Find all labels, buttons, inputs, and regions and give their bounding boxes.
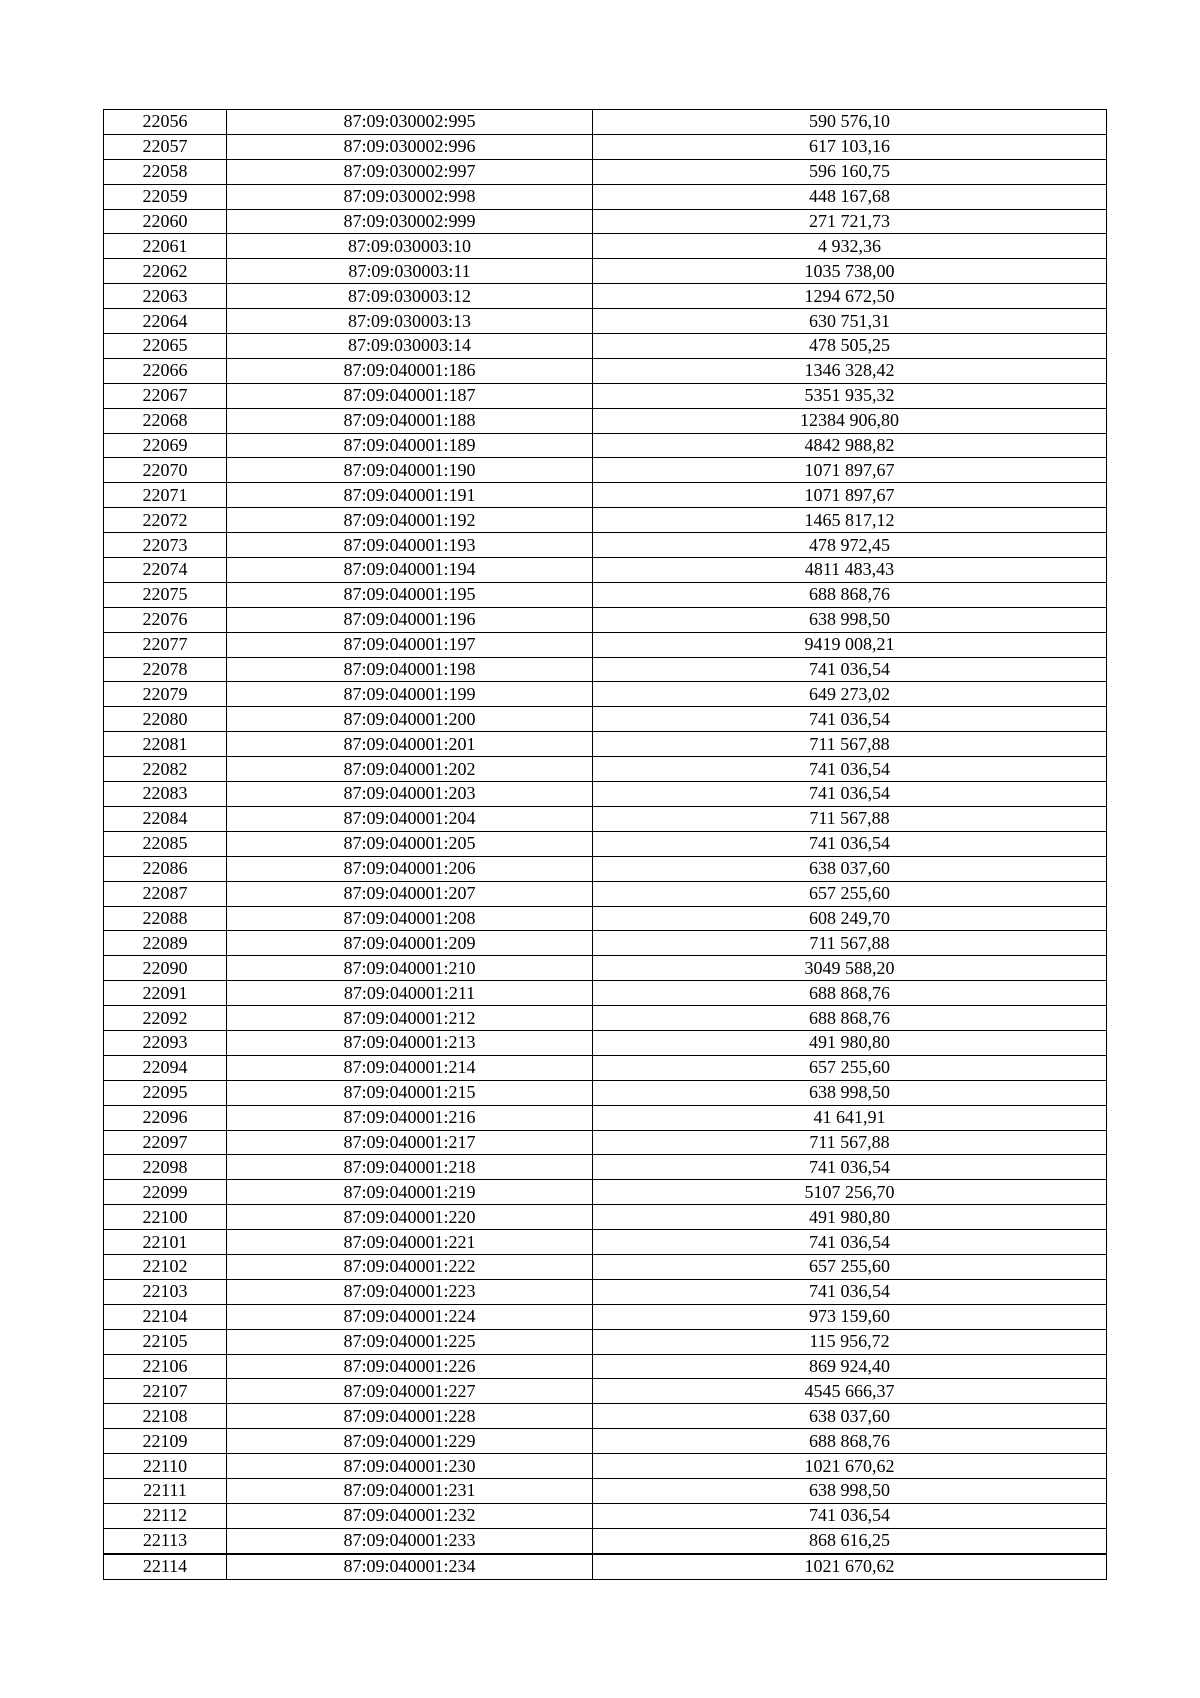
table-row bbox=[104, 981, 1107, 1006]
table-row bbox=[104, 1180, 1107, 1205]
row-number-cell: 22112 bbox=[104, 1503, 227, 1528]
table-row bbox=[104, 209, 1107, 234]
cadastral-value-cell: 4545 666,37 bbox=[593, 1379, 1107, 1404]
cadastral-number-cell: 87:09:040001:225 bbox=[227, 1329, 593, 1354]
cadastral-value-cell: 4811 483,43 bbox=[593, 558, 1107, 583]
cadastral-value-cell: 638 037,60 bbox=[593, 1404, 1107, 1429]
cadastral-number-cell: 87:09:040001:230 bbox=[227, 1454, 593, 1479]
cadastral-value-cell: 711 567,88 bbox=[593, 732, 1107, 757]
cadastral-value-table bbox=[103, 109, 1107, 1580]
table-row bbox=[104, 1254, 1107, 1279]
table-body bbox=[104, 110, 1107, 1580]
row-number-cell: 22083 bbox=[104, 782, 227, 807]
cadastral-number-cell: 87:09:040001:192 bbox=[227, 508, 593, 533]
cadastral-number-cell: 87:09:040001:215 bbox=[227, 1080, 593, 1105]
cadastral-value-cell: 711 567,88 bbox=[593, 931, 1107, 956]
table-row bbox=[104, 657, 1107, 682]
row-number-cell: 22062 bbox=[104, 259, 227, 284]
table-row bbox=[104, 234, 1107, 259]
cadastral-value-cell: 1071 897,67 bbox=[593, 458, 1107, 483]
table-row bbox=[104, 856, 1107, 881]
table-row bbox=[104, 458, 1107, 483]
cadastral-value-cell: 711 567,88 bbox=[593, 1130, 1107, 1155]
row-number-cell: 22109 bbox=[104, 1429, 227, 1454]
row-number-cell: 22111 bbox=[104, 1478, 227, 1503]
cadastral-number-cell: 87:09:040001:227 bbox=[227, 1379, 593, 1404]
cadastral-value-cell: 741 036,54 bbox=[593, 1230, 1107, 1255]
cadastral-number-cell: 87:09:040001:222 bbox=[227, 1254, 593, 1279]
row-number-cell: 22064 bbox=[104, 309, 227, 334]
table-row bbox=[104, 184, 1107, 209]
table-row bbox=[104, 1478, 1107, 1503]
cadastral-value-cell: 115 956,72 bbox=[593, 1329, 1107, 1354]
cadastral-number-cell: 87:09:040001:211 bbox=[227, 981, 593, 1006]
cadastral-number-cell: 87:09:040001:220 bbox=[227, 1205, 593, 1230]
cadastral-number-cell: 87:09:030003:11 bbox=[227, 259, 593, 284]
row-number-cell: 22093 bbox=[104, 1030, 227, 1055]
cadastral-value-cell: 638 998,50 bbox=[593, 607, 1107, 632]
row-number-cell: 22074 bbox=[104, 558, 227, 583]
cadastral-number-cell: 87:09:040001:226 bbox=[227, 1354, 593, 1379]
row-number-cell: 22075 bbox=[104, 582, 227, 607]
row-number-cell: 22078 bbox=[104, 657, 227, 682]
cadastral-number-cell: 87:09:040001:232 bbox=[227, 1503, 593, 1528]
cadastral-number-cell: 87:09:040001:204 bbox=[227, 806, 593, 831]
row-number-cell: 22067 bbox=[104, 383, 227, 408]
table-row bbox=[104, 433, 1107, 458]
table-row bbox=[104, 558, 1107, 583]
cadastral-number-cell: 87:09:040001:199 bbox=[227, 682, 593, 707]
row-number-cell: 22069 bbox=[104, 433, 227, 458]
cadastral-number-cell: 87:09:040001:231 bbox=[227, 1478, 593, 1503]
cadastral-value-cell: 271 721,73 bbox=[593, 209, 1107, 234]
row-number-cell: 22088 bbox=[104, 906, 227, 931]
cadastral-number-cell: 87:09:040001:210 bbox=[227, 956, 593, 981]
cadastral-value-cell: 638 998,50 bbox=[593, 1080, 1107, 1105]
row-number-cell: 22089 bbox=[104, 931, 227, 956]
cadastral-value-cell: 596 160,75 bbox=[593, 159, 1107, 184]
cadastral-value-cell: 657 255,60 bbox=[593, 1055, 1107, 1080]
row-number-cell: 22095 bbox=[104, 1080, 227, 1105]
cadastral-number-cell: 87:09:030002:999 bbox=[227, 209, 593, 234]
cadastral-value-cell: 1465 817,12 bbox=[593, 508, 1107, 533]
table-row bbox=[104, 881, 1107, 906]
table-row bbox=[104, 582, 1107, 607]
table-row bbox=[104, 1503, 1107, 1528]
cadastral-number-cell: 87:09:030002:995 bbox=[227, 110, 593, 135]
row-number-cell: 22071 bbox=[104, 483, 227, 508]
cadastral-number-cell: 87:09:040001:191 bbox=[227, 483, 593, 508]
row-number-cell: 22104 bbox=[104, 1304, 227, 1329]
cadastral-number-cell: 87:09:040001:203 bbox=[227, 782, 593, 807]
row-number-cell: 22090 bbox=[104, 956, 227, 981]
table-row bbox=[104, 1155, 1107, 1180]
row-number-cell: 22086 bbox=[104, 856, 227, 881]
cadastral-value-cell: 448 167,68 bbox=[593, 184, 1107, 209]
cadastral-value-cell: 688 868,76 bbox=[593, 1429, 1107, 1454]
cadastral-value-cell: 649 273,02 bbox=[593, 682, 1107, 707]
cadastral-number-cell: 87:09:040001:221 bbox=[227, 1230, 593, 1255]
table-row bbox=[104, 682, 1107, 707]
table-row bbox=[104, 483, 1107, 508]
cadastral-number-cell: 87:09:040001:201 bbox=[227, 732, 593, 757]
row-number-cell: 22094 bbox=[104, 1055, 227, 1080]
cadastral-value-cell: 5107 256,70 bbox=[593, 1180, 1107, 1205]
row-number-cell: 22084 bbox=[104, 806, 227, 831]
cadastral-value-cell: 868 616,25 bbox=[593, 1528, 1107, 1553]
row-number-cell: 22108 bbox=[104, 1404, 227, 1429]
row-number-cell: 22091 bbox=[104, 981, 227, 1006]
cadastral-value-cell: 630 751,31 bbox=[593, 309, 1107, 334]
cadastral-value-cell: 1021 670,62 bbox=[593, 1454, 1107, 1479]
cadastral-value-cell: 638 037,60 bbox=[593, 856, 1107, 881]
row-number-cell: 22081 bbox=[104, 732, 227, 757]
row-number-cell: 22087 bbox=[104, 881, 227, 906]
row-number-cell: 22063 bbox=[104, 284, 227, 309]
cadastral-number-cell: 87:09:040001:214 bbox=[227, 1055, 593, 1080]
table-row bbox=[104, 334, 1107, 359]
row-number-cell: 22065 bbox=[104, 334, 227, 359]
cadastral-value-cell: 1346 328,42 bbox=[593, 358, 1107, 383]
row-number-cell: 22058 bbox=[104, 159, 227, 184]
cadastral-value-cell: 973 159,60 bbox=[593, 1304, 1107, 1329]
row-number-cell: 22100 bbox=[104, 1205, 227, 1230]
row-number-cell: 22061 bbox=[104, 234, 227, 259]
cadastral-value-cell: 688 868,76 bbox=[593, 981, 1107, 1006]
cadastral-number-cell: 87:09:030003:13 bbox=[227, 309, 593, 334]
cadastral-value-cell: 41 641,91 bbox=[593, 1105, 1107, 1130]
cadastral-value-cell: 617 103,16 bbox=[593, 134, 1107, 159]
cadastral-value-cell: 711 567,88 bbox=[593, 806, 1107, 831]
cadastral-value-cell: 3049 588,20 bbox=[593, 956, 1107, 981]
table-row bbox=[104, 533, 1107, 558]
cadastral-number-cell: 87:09:040001:205 bbox=[227, 831, 593, 856]
row-number-cell: 22096 bbox=[104, 1105, 227, 1130]
cadastral-number-cell: 87:09:040001:190 bbox=[227, 458, 593, 483]
cadastral-value-cell: 869 924,40 bbox=[593, 1354, 1107, 1379]
table-row bbox=[104, 1105, 1107, 1130]
table-row bbox=[104, 1030, 1107, 1055]
table-row bbox=[104, 1205, 1107, 1230]
row-number-cell: 22068 bbox=[104, 408, 227, 433]
cadastral-value-cell: 1071 897,67 bbox=[593, 483, 1107, 508]
table-row bbox=[104, 1130, 1107, 1155]
table-row bbox=[104, 508, 1107, 533]
cadastral-number-cell: 87:09:040001:217 bbox=[227, 1130, 593, 1155]
cadastral-value-cell: 491 980,80 bbox=[593, 1205, 1107, 1230]
table-row bbox=[104, 408, 1107, 433]
row-number-cell: 22080 bbox=[104, 707, 227, 732]
table-row bbox=[104, 1528, 1107, 1553]
row-number-cell: 22079 bbox=[104, 682, 227, 707]
cadastral-number-cell: 87:09:040001:197 bbox=[227, 632, 593, 657]
cadastral-number-cell: 87:09:040001:188 bbox=[227, 408, 593, 433]
table-row bbox=[104, 1279, 1107, 1304]
cadastral-value-cell: 491 980,80 bbox=[593, 1030, 1107, 1055]
table-row bbox=[104, 632, 1107, 657]
cadastral-number-cell: 87:09:030003:14 bbox=[227, 334, 593, 359]
cadastral-value-cell: 657 255,60 bbox=[593, 881, 1107, 906]
table-row bbox=[104, 159, 1107, 184]
table-row bbox=[104, 1379, 1107, 1404]
cadastral-number-cell: 87:09:040001:216 bbox=[227, 1105, 593, 1130]
row-number-cell: 22107 bbox=[104, 1379, 227, 1404]
table-row bbox=[104, 309, 1107, 334]
row-number-cell: 22070 bbox=[104, 458, 227, 483]
row-number-cell: 22092 bbox=[104, 1006, 227, 1031]
row-number-cell: 22066 bbox=[104, 358, 227, 383]
cadastral-number-cell: 87:09:040001:229 bbox=[227, 1429, 593, 1454]
cadastral-number-cell: 87:09:040001:187 bbox=[227, 383, 593, 408]
row-number-cell: 22097 bbox=[104, 1130, 227, 1155]
table-row bbox=[104, 906, 1107, 931]
cadastral-value-cell: 657 255,60 bbox=[593, 1254, 1107, 1279]
cadastral-number-cell: 87:09:040001:189 bbox=[227, 433, 593, 458]
cadastral-value-cell: 741 036,54 bbox=[593, 782, 1107, 807]
row-number-cell: 22101 bbox=[104, 1230, 227, 1255]
cadastral-value-cell: 741 036,54 bbox=[593, 1503, 1107, 1528]
row-number-cell: 22114 bbox=[104, 1554, 227, 1579]
cadastral-number-cell: 87:09:040001:206 bbox=[227, 856, 593, 881]
cadastral-number-cell: 87:09:040001:186 bbox=[227, 358, 593, 383]
cadastral-number-cell: 87:09:030003:12 bbox=[227, 284, 593, 309]
table-row bbox=[104, 782, 1107, 807]
row-number-cell: 22076 bbox=[104, 607, 227, 632]
cadastral-value-cell: 1294 672,50 bbox=[593, 284, 1107, 309]
row-number-cell: 22077 bbox=[104, 632, 227, 657]
cadastral-value-cell: 4 932,36 bbox=[593, 234, 1107, 259]
table-row bbox=[104, 1354, 1107, 1379]
cadastral-number-cell: 87:09:040001:195 bbox=[227, 582, 593, 607]
table-row bbox=[104, 1429, 1107, 1454]
table-row bbox=[104, 1230, 1107, 1255]
table-row bbox=[104, 931, 1107, 956]
table-row bbox=[104, 607, 1107, 632]
row-number-cell: 22110 bbox=[104, 1454, 227, 1479]
cadastral-value-cell: 688 868,76 bbox=[593, 1006, 1107, 1031]
cadastral-number-cell: 87:09:030002:996 bbox=[227, 134, 593, 159]
cadastral-value-cell: 478 972,45 bbox=[593, 533, 1107, 558]
row-number-cell: 22106 bbox=[104, 1354, 227, 1379]
table-row bbox=[104, 134, 1107, 159]
table-row bbox=[104, 110, 1107, 135]
table-row bbox=[104, 806, 1107, 831]
cadastral-value-cell: 741 036,54 bbox=[593, 657, 1107, 682]
table-row bbox=[104, 757, 1107, 782]
table-row bbox=[104, 259, 1107, 284]
row-number-cell: 22072 bbox=[104, 508, 227, 533]
row-number-cell: 22082 bbox=[104, 757, 227, 782]
cadastral-value-cell: 741 036,54 bbox=[593, 707, 1107, 732]
row-number-cell: 22057 bbox=[104, 134, 227, 159]
cadastral-value-cell: 688 868,76 bbox=[593, 582, 1107, 607]
cadastral-number-cell: 87:09:040001:200 bbox=[227, 707, 593, 732]
cadastral-value-cell: 590 576,10 bbox=[593, 110, 1107, 135]
table-row bbox=[104, 1055, 1107, 1080]
row-number-cell: 22085 bbox=[104, 831, 227, 856]
cadastral-number-cell: 87:09:040001:194 bbox=[227, 558, 593, 583]
cadastral-value-cell: 1035 738,00 bbox=[593, 259, 1107, 284]
table-row bbox=[104, 284, 1107, 309]
table-row bbox=[104, 956, 1107, 981]
row-number-cell: 22060 bbox=[104, 209, 227, 234]
cadastral-number-cell: 87:09:040001:224 bbox=[227, 1304, 593, 1329]
table-row bbox=[104, 1554, 1107, 1579]
cadastral-number-cell: 87:09:040001:234 bbox=[227, 1554, 593, 1579]
cadastral-value-cell: 1021 670,62 bbox=[593, 1554, 1107, 1579]
table-row bbox=[104, 831, 1107, 856]
cadastral-number-cell: 87:09:040001:207 bbox=[227, 881, 593, 906]
table-row bbox=[104, 1454, 1107, 1479]
cadastral-number-cell: 87:09:040001:209 bbox=[227, 931, 593, 956]
row-number-cell: 22105 bbox=[104, 1329, 227, 1354]
cadastral-value-cell: 741 036,54 bbox=[593, 757, 1107, 782]
cadastral-number-cell: 87:09:040001:212 bbox=[227, 1006, 593, 1031]
cadastral-value-cell: 741 036,54 bbox=[593, 1279, 1107, 1304]
table-row bbox=[104, 1006, 1107, 1031]
cadastral-number-cell: 87:09:040001:219 bbox=[227, 1180, 593, 1205]
row-number-cell: 22098 bbox=[104, 1155, 227, 1180]
cadastral-number-cell: 87:09:030002:997 bbox=[227, 159, 593, 184]
cadastral-value-cell: 12384 906,80 bbox=[593, 408, 1107, 433]
cadastral-number-cell: 87:09:040001:233 bbox=[227, 1528, 593, 1553]
cadastral-number-cell: 87:09:030002:998 bbox=[227, 184, 593, 209]
cadastral-value-cell: 741 036,54 bbox=[593, 831, 1107, 856]
cadastral-value-cell: 4842 988,82 bbox=[593, 433, 1107, 458]
cadastral-number-cell: 87:09:030003:10 bbox=[227, 234, 593, 259]
table-row bbox=[104, 383, 1107, 408]
cadastral-value-cell: 608 249,70 bbox=[593, 906, 1107, 931]
cadastral-number-cell: 87:09:040001:202 bbox=[227, 757, 593, 782]
cadastral-value-cell: 5351 935,32 bbox=[593, 383, 1107, 408]
cadastral-number-cell: 87:09:040001:223 bbox=[227, 1279, 593, 1304]
table-row bbox=[104, 707, 1107, 732]
cadastral-number-cell: 87:09:040001:196 bbox=[227, 607, 593, 632]
cadastral-number-cell: 87:09:040001:213 bbox=[227, 1030, 593, 1055]
table-row bbox=[104, 1404, 1107, 1429]
row-number-cell: 22056 bbox=[104, 110, 227, 135]
table-row bbox=[104, 358, 1107, 383]
cadastral-value-cell: 741 036,54 bbox=[593, 1155, 1107, 1180]
cadastral-value-cell: 638 998,50 bbox=[593, 1478, 1107, 1503]
row-number-cell: 22059 bbox=[104, 184, 227, 209]
cadastral-value-cell: 478 505,25 bbox=[593, 334, 1107, 359]
cadastral-number-cell: 87:09:040001:208 bbox=[227, 906, 593, 931]
row-number-cell: 22102 bbox=[104, 1254, 227, 1279]
row-number-cell: 22103 bbox=[104, 1279, 227, 1304]
cadastral-number-cell: 87:09:040001:198 bbox=[227, 657, 593, 682]
row-number-cell: 22113 bbox=[104, 1528, 227, 1553]
cadastral-value-cell: 9419 008,21 bbox=[593, 632, 1107, 657]
cadastral-number-cell: 87:09:040001:193 bbox=[227, 533, 593, 558]
cadastral-number-cell: 87:09:040001:228 bbox=[227, 1404, 593, 1429]
table-row bbox=[104, 1080, 1107, 1105]
table-row bbox=[104, 1329, 1107, 1354]
row-number-cell: 22099 bbox=[104, 1180, 227, 1205]
cadastral-number-cell: 87:09:040001:218 bbox=[227, 1155, 593, 1180]
table-row bbox=[104, 1304, 1107, 1329]
row-number-cell: 22073 bbox=[104, 533, 227, 558]
table-row bbox=[104, 732, 1107, 757]
